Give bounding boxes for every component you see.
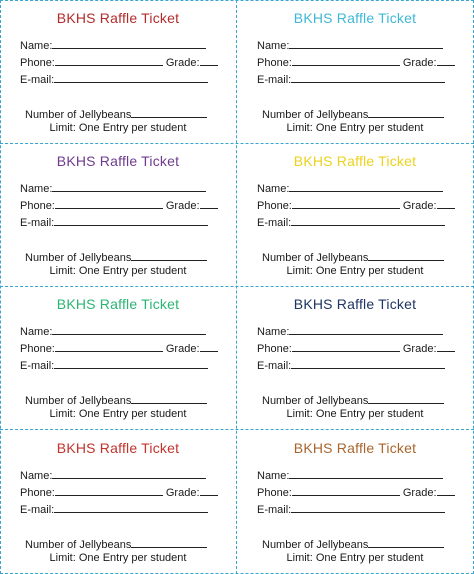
- entry-limit-note: Limit: One Entry per student: [49, 552, 187, 564]
- grade-label: Grade:: [402, 200, 437, 212]
- phone-label: Phone:: [257, 57, 292, 69]
- email-row: [20, 214, 208, 230]
- grade-label: Grade:: [165, 200, 200, 212]
- email-field[interactable]: [291, 71, 445, 83]
- phone-grade-row: [20, 54, 218, 70]
- raffle-ticket: [0, 143, 236, 286]
- grade-field[interactable]: [437, 484, 455, 496]
- phone-label: Phone:: [257, 200, 292, 212]
- entry-limit-note: Limit: One Entry per student: [286, 122, 424, 134]
- phone-label: Phone:: [257, 343, 292, 355]
- name-label: Name:: [20, 470, 53, 482]
- phone-field[interactable]: [292, 340, 400, 352]
- ticket-title: BKHS Raffle Ticket: [56, 296, 180, 312]
- name-label: Name:: [20, 183, 53, 195]
- grade-label: Grade:: [165, 57, 200, 69]
- phone-label: Phone:: [20, 57, 55, 69]
- email-row: [257, 214, 445, 230]
- ticket-title: BKHS Raffle Ticket: [293, 440, 417, 456]
- jellybeans-field[interactable]: [368, 249, 444, 261]
- entry-limit-note: Limit: One Entry per student: [49, 122, 187, 134]
- email-field[interactable]: [291, 501, 445, 513]
- phone-field[interactable]: [292, 54, 400, 66]
- jellybeans-row: [25, 536, 207, 552]
- jellybeans-field[interactable]: [368, 392, 444, 404]
- jellybeans-row: [262, 106, 444, 122]
- phone-label: Phone:: [20, 200, 55, 212]
- email-label: E-mail:: [257, 360, 292, 372]
- jellybeans-label: Number of Jellybeans: [25, 539, 132, 551]
- phone-grade-row: [257, 197, 455, 213]
- jellybeans-label: Number of Jellybeans: [25, 109, 132, 121]
- email-field[interactable]: [54, 501, 208, 513]
- jellybeans-label: Number of Jellybeans: [262, 539, 369, 551]
- grade-label: Grade:: [165, 343, 200, 355]
- jellybeans-label: Number of Jellybeans: [262, 109, 369, 121]
- entry-limit-note: Limit: One Entry per student: [286, 408, 424, 420]
- email-field[interactable]: [291, 357, 445, 369]
- name-field[interactable]: [289, 37, 443, 49]
- name-row: [20, 323, 206, 339]
- jellybeans-row: [25, 392, 207, 408]
- email-label: E-mail:: [257, 74, 292, 86]
- phone-label: Phone:: [20, 343, 55, 355]
- grade-label: Grade:: [402, 487, 437, 499]
- jellybeans-row: [25, 106, 207, 122]
- name-field[interactable]: [52, 180, 206, 192]
- grade-field[interactable]: [200, 197, 218, 209]
- phone-field[interactable]: [55, 54, 163, 66]
- phone-grade-row: [257, 340, 455, 356]
- name-row: [257, 323, 443, 339]
- email-label: E-mail:: [257, 504, 292, 516]
- raffle-ticket: [237, 143, 473, 286]
- phone-field[interactable]: [292, 197, 400, 209]
- name-label: Name:: [20, 326, 53, 338]
- ticket-title: BKHS Raffle Ticket: [293, 296, 417, 312]
- jellybeans-field[interactable]: [131, 392, 207, 404]
- ticket-title: BKHS Raffle Ticket: [56, 440, 180, 456]
- phone-field[interactable]: [55, 484, 163, 496]
- raffle-ticket: [237, 0, 473, 143]
- email-label: E-mail:: [20, 217, 55, 229]
- phone-grade-row: [20, 197, 218, 213]
- jellybeans-field[interactable]: [368, 536, 444, 548]
- name-row: [20, 180, 206, 196]
- email-row: [20, 71, 208, 87]
- name-label: Name:: [257, 183, 290, 195]
- jellybeans-label: Number of Jellybeans: [262, 252, 369, 264]
- jellybeans-label: Number of Jellybeans: [25, 395, 132, 407]
- email-field[interactable]: [54, 214, 208, 226]
- grade-label: Grade:: [165, 487, 200, 499]
- name-field[interactable]: [289, 467, 443, 479]
- name-label: Name:: [257, 326, 290, 338]
- grade-field[interactable]: [437, 197, 455, 209]
- grade-label: Grade:: [402, 343, 437, 355]
- jellybeans-field[interactable]: [131, 536, 207, 548]
- raffle-ticket: [237, 286, 473, 429]
- name-field[interactable]: [289, 180, 443, 192]
- raffle-ticket: [0, 430, 236, 573]
- name-row: [20, 467, 206, 483]
- email-field[interactable]: [291, 214, 445, 226]
- email-field[interactable]: [54, 71, 208, 83]
- jellybeans-field[interactable]: [131, 249, 207, 261]
- name-field[interactable]: [52, 323, 206, 335]
- grade-label: Grade:: [402, 57, 437, 69]
- grade-field[interactable]: [200, 484, 218, 496]
- email-row: [257, 357, 445, 373]
- raffle-ticket: [0, 286, 236, 429]
- grade-field[interactable]: [437, 54, 455, 66]
- email-label: E-mail:: [20, 360, 55, 372]
- name-field[interactable]: [52, 37, 206, 49]
- jellybeans-label: Number of Jellybeans: [262, 395, 369, 407]
- email-row: [257, 501, 445, 517]
- jellybeans-field[interactable]: [131, 106, 207, 118]
- email-row: [257, 71, 445, 87]
- grade-field[interactable]: [200, 54, 218, 66]
- name-label: Name:: [257, 470, 290, 482]
- entry-limit-note: Limit: One Entry per student: [49, 408, 187, 420]
- email-label: E-mail:: [20, 74, 55, 86]
- ticket-title: BKHS Raffle Ticket: [293, 10, 417, 26]
- jellybeans-row: [262, 536, 444, 552]
- ticket-title: BKHS Raffle Ticket: [293, 153, 417, 169]
- name-row: [257, 37, 443, 53]
- phone-grade-row: [20, 484, 218, 500]
- ticket-title: BKHS Raffle Ticket: [56, 10, 180, 26]
- name-field[interactable]: [289, 323, 443, 335]
- jellybeans-row: [262, 392, 444, 408]
- entry-limit-note: Limit: One Entry per student: [286, 552, 424, 564]
- phone-field[interactable]: [292, 484, 400, 496]
- ticket-title: BKHS Raffle Ticket: [56, 153, 180, 169]
- raffle-ticket: [0, 0, 236, 143]
- phone-label: Phone:: [20, 487, 55, 499]
- grade-field[interactable]: [200, 340, 218, 352]
- phone-field[interactable]: [55, 197, 163, 209]
- name-label: Name:: [20, 40, 53, 52]
- email-label: E-mail:: [20, 504, 55, 516]
- entry-limit-note: Limit: One Entry per student: [286, 265, 424, 277]
- email-row: [20, 501, 208, 517]
- name-row: [20, 37, 206, 53]
- phone-field[interactable]: [55, 340, 163, 352]
- phone-grade-row: [257, 54, 455, 70]
- phone-grade-row: [257, 484, 455, 500]
- email-row: [20, 357, 208, 373]
- jellybeans-row: [25, 249, 207, 265]
- name-row: [257, 180, 443, 196]
- name-field[interactable]: [52, 467, 206, 479]
- jellybeans-row: [262, 249, 444, 265]
- email-field[interactable]: [54, 357, 208, 369]
- grade-field[interactable]: [437, 340, 455, 352]
- raffle-ticket: [237, 430, 473, 573]
- phone-label: Phone:: [257, 487, 292, 499]
- phone-grade-row: [20, 340, 218, 356]
- name-label: Name:: [257, 40, 290, 52]
- email-label: E-mail:: [257, 217, 292, 229]
- jellybeans-label: Number of Jellybeans: [25, 252, 132, 264]
- entry-limit-note: Limit: One Entry per student: [49, 265, 187, 277]
- name-row: [257, 467, 443, 483]
- jellybeans-field[interactable]: [368, 106, 444, 118]
